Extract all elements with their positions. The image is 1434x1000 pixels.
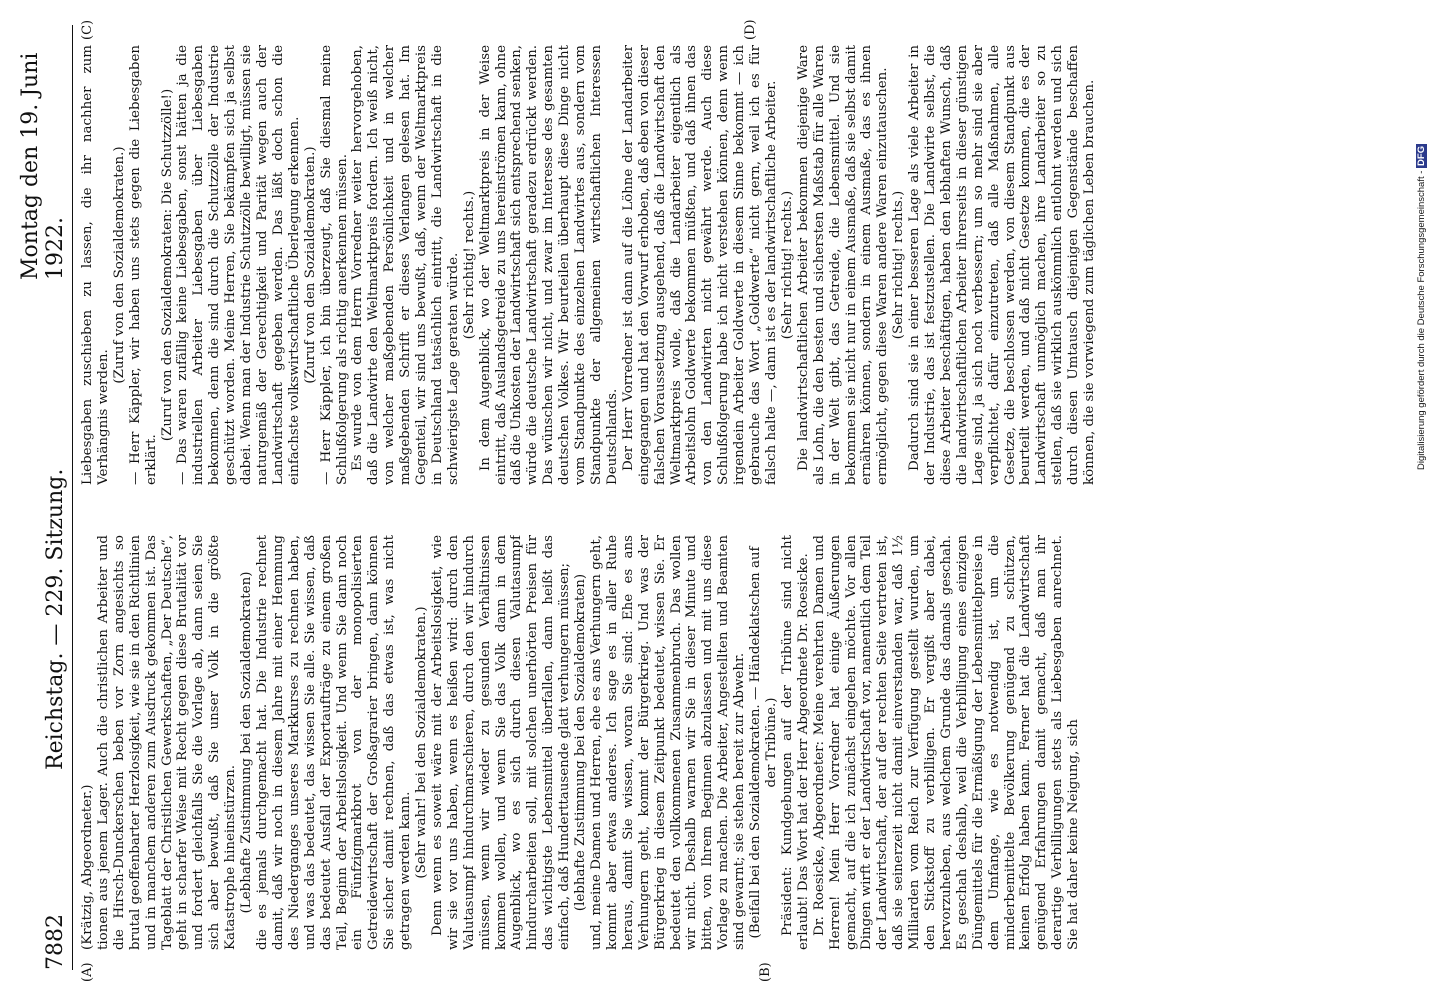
- paragraph: Dadurch sind sie in einer besseren Lage als viele Arbeiter in der Industrie, das ist festzustellen. Die Landwirte selbst, die diese Arbeiter beschäftigen, haben den lebhaften Wunsch, daß die landwirtschaftlichen Arbeiter ihrerseits in dieser günstigen Lage sind, ja sich noch verbessern; um so mehr sind sie aber verpflichtet, dafür einzutreten, daß alle Maßnahmen, alle Gesetze, die beschlossen werden, von diesem Standpunkt aus beurteilt werden, und daß nicht Gesetze kommen, die es der Landwirtschaft unmöglich machen, ihre Landarbeiter so zu stellen, daß sie wirklich auskömmlich entlohnt werden und sich durch diesen Umtausch diejenigen Gegenstände beschaffen können, die sie vorwiegend zum täglichen Leben brauchen.: [907, 45, 1098, 485]
- page-number: 7882: [43, 914, 68, 970]
- document-page: [8, 5, 1398, 990]
- speaker-line: (Krätzig, Abgeordneter.): [80, 784, 95, 950]
- interjection: (Zuruf von den Sozialdemokraten.): [302, 146, 318, 384]
- paragraph: Der Herr Vorredner ist dann auf die Löhne der Landarbeiter eingegangen und hat den Vorwurf erhoben, daß eben von dieser falschen Voraussetzung ausgehend, daß die Landwirtschaft den Weltmarktpreis wolle, daß die Landarbeiter eigentlich als Arbeitslohn Goldwerte bekommen müßten, und daß ihnen das von den Landwirten nicht gewährt werde. Auch diese Schlußfolgerung habe ich nicht verstehen können, denn wenn irgendein Arbeiter Goldwerte in diesem Sinne bekommt — ich gebrauche das Wort „Goldwerte“ nicht gern, weil ich es für falsch halte —, dann ist es der landwirtschaftliche Arbeiter.: [620, 45, 779, 485]
- paragraph: Liebesgaben zuschieben zu lassen, die ihr nachher zum Verhängnis werden.: [80, 45, 111, 485]
- interjection: (Zuruf von den Sozialdemokraten.): [111, 146, 127, 384]
- paragraph: tionen aus jenem Lager. Auch die christlichen Arbeiter und die Hirsch-Dunckerschen beben vor Zorn angesichts so brutal geoffenbarter Herzlosigkeit, wie sie in den Richtlinien und in manchem anderen zum Ausdruck gekommen ist. Das Tageblatt der Christlichen Gewerkschaften, „Der Deutsche“, geht in scharfer Weise mit Recht gegen diese Brutalität vor und fordert gleichfalls Sie die Vorlage ab, dann seien Sie sich aber bewußt, daß Sie unser Volk in die größte Katastrophe hineinstürzen.: [95, 535, 239, 950]
- paragraph: Denn wenn es soweit wäre mit der Arbeitslosigkeit, wie wir sie vor uns haben, wenn es heißen wird: durch den Valutasumpf hindurchmarschieren, durch den wir hindurch müssen, wenn wir wieder zu gesunden Verhältnissen kommen wollen, und wenn Sie das Volk dann in dem Augenblick, wo es sich durch diesen Valutasumpf hindurcharbeiten soll, mit solchen unerhörten Preisen für das wichtigste Lebensmittel überfallen, dann heißt das einfach, daß Hunderttausende glatt verhungern müssen;: [429, 535, 573, 950]
- paragraph: Dr. Roesicke, Abgeordneter: Meine verehrten Damen und Herren! Mein Herr Vorredner hat einige Äußerungen gemacht, auf die ich zunächst eingehen möchte. Vor allen Dingen wirft er der Landwirtschaft vor, namentlich dem Teil der Landwirtschaft, der auf der rechten Seite vertreten ist, daß sie seinerzeit nicht damit einverstanden war, daß 1½ Milliarden vom Reich zur Verfügung gestellt wurden, um den Stickstoff zu verbilligen. Er vergißt aber dabei, hervorzuheben, aus welchem Grunde das damals geschah. Es geschah deshalb, weil die Verbilligung eines einzigen Düngemittels für die Ermäßigung der Lebensmittelpreise in dem Umfange, wie es notwendig ist, um die minderbemittelte Bevölkerung genügend zu schützen, keinen Erfolg haben kann. Ferner hat die Landwirtschaft genügend Erfahrungen damit gemacht, daß man ihr derartige Verbilligungen stets als Liebesgaben anrechnet. Sie hat daher keine Neigung, sich: [811, 535, 1082, 950]
- left-column: [80, 535, 1388, 950]
- session-date: Montag den 19. Juni 1922.: [18, 52, 68, 280]
- margin-marker-d: (D): [743, 19, 758, 40]
- interjection: (Sehr richtig! rechts.): [461, 190, 477, 340]
- digitization-note-text: Digitalisierung gefördert durch die Deutsche Forschungsgemeinschaft -: [1416, 170, 1427, 470]
- interjection: (Beifall bei den Sozialdemokraten. — Händeklatschen auf der Tribüne.): [748, 546, 779, 939]
- paragraph: — Herr Käppler, ich bin überzeugt, daß Sie diesmal meine Schlußfolgerung als richtig anerkennen müssen.: [318, 45, 350, 485]
- paragraph: die es jemals durchgemacht hat. Die Industrie rechnet damit, daß wir noch in diesem Jahre mit einer Hemmung des Niederganges unseres Markkurses zu rechnen haben, und was das bedeutet, das wissen Sie alle. Sie wissen, daß das bedeutet Ausfall der Exportaufträge zu einem großen Teil, Beginn der Arbeitslosigkeit. Und wenn Sie dann noch ein Fünfzigmarkbrot von der monopolisierten Getreidewirtschaft der Großagrarier bringen, dann können Sie sicher damit rechnen, daß das etwas ist, was nicht getragen werden kann.: [254, 535, 414, 950]
- margin-marker-c: (C): [80, 19, 95, 40]
- interjection: (Sehr richtig! rechts.): [891, 190, 907, 340]
- paragraph: Es wurde von dem Herrn Vorredner weiter hervorgehoben, daß die Landwirte den Weltmarktpreis fordern. Ich weiß nicht, von welcher maßgebenden Persönlichkeit und in welcher maßgebenden Schrift er dieses Verlangen gelesen hat. Im Gegenteil, wir sind uns bewußt, daß, wenn der Weltmarktpreis in Deutschland tatsächlich eintritt, die Landwirtschaft in die schwierigste Lage geraten würde.: [350, 45, 461, 485]
- margin-marker-a: (A): [80, 962, 95, 982]
- dfg-logo: DFG: [1416, 145, 1427, 166]
- president-remark: Präsident: Kundgebungen auf der Tribüne sind nicht erlaubt! Das Wort hat der Herr Abgeordnete Dr. Roesicke.: [779, 535, 811, 950]
- page-header: [18, 25, 73, 970]
- margin-marker-b: (B): [758, 962, 773, 982]
- interjection: (lebhafte Zustimmung bei den Sozialdemokraten): [573, 573, 589, 912]
- interjection: (Zuruf von den Sozialdemokraten: Die Schutzzölle!): [159, 88, 175, 442]
- paragraph: In dem Augenblick, wo der Weltmarktpreis in der Weise eintritt, daß Auslandsgetreide zu uns hereinströmen kann, ohne daß die Unkosten der Landwirtschaft sich entsprechend senken, würde die deutsche Landwirtschaft geradezu erdrückt werden. Das wünschen wir nicht, und zwar im Interesse des gesamten deutschen Volkes. Wir beurteilen überhaupt diese Dinge nicht vom Standpunkte des einzelnen Landwirtes aus, sondern vom Standpunkte der allgemeinen wirtschaftlichen Interessen Deutschlands.: [477, 45, 620, 485]
- interjection: (Sehr richtig! rechts.): [779, 190, 795, 340]
- running-title: Reichstag. — 229. Sitzung.: [43, 468, 68, 770]
- paragraph: — Herr Käppler, wir haben uns stets gegen die Liebesgaben erklärt.: [127, 45, 159, 485]
- interjection: (Sehr wahr! bei den Sozialdemokraten.): [414, 606, 430, 879]
- interjection: (Lebhafte Zustimmung bei den Sozialdemokraten): [239, 571, 255, 914]
- digitization-note: [1416, 10, 1430, 990]
- paragraph: Die landwirtschaftlichen Arbeiter bekommen diejenige Ware als Lohn, die den besten und sichersten Maßstab für alle Waren in der Welt gibt, das Getreide, die Lebensmittel. Und sie bekommen sie nicht nur in einem Ausmaße, daß sie selbst damit ernähren können, sondern in einem Ausmaße, das es ihnen ermöglicht, gegen diese Waren andere Waren einzutauschen.: [795, 45, 891, 485]
- right-column: [80, 45, 1388, 485]
- paragraph: — Das waren zufällig keine Liebesgaben, sonst hätten ja die industriellen Arbeiter Liebesgaben über Liebesgaben bekommen, denn die sind durch die Schutzzölle der Industrie geschützt worden. Meine Herren, Sie bekämpfen sich ja selbst dabei. Wenn man der Industrie Schutzzölle bewilligt, müssen sie naturgemäß der Gerechtigkeit und Parität wegen auch der Landwirtschaft gegeben werden. Das läßt doch schon die einfachste volkswirtschaftliche Überlegung erkennen.: [175, 45, 302, 485]
- paragraph: und, meine Damen und Herren, ehe es ans Verhungern geht, kommt aber etwas anderes. Ich sage es in aller Ruhe heraus, damit Sie wissen, woran Sie sind: Ehe es ans Verhungern geht, kommt der Bürgerkrieg. Und was der Bürgerkrieg in diesem Zeitpunkt bedeutet, wissen Sie. Er bedeutet den vollkommenen Zusammenbruch. Das wollen wir nicht. Deshalb warnen wir Sie in dieser Minute und bitten, von Ihrem Beginnen abzulassen und mit uns diese Vorlage zu machen. Die Arbeiter, Angestellten und Beamten sind gewarnt; sie stehen bereit zur Abwehr.: [589, 535, 748, 950]
